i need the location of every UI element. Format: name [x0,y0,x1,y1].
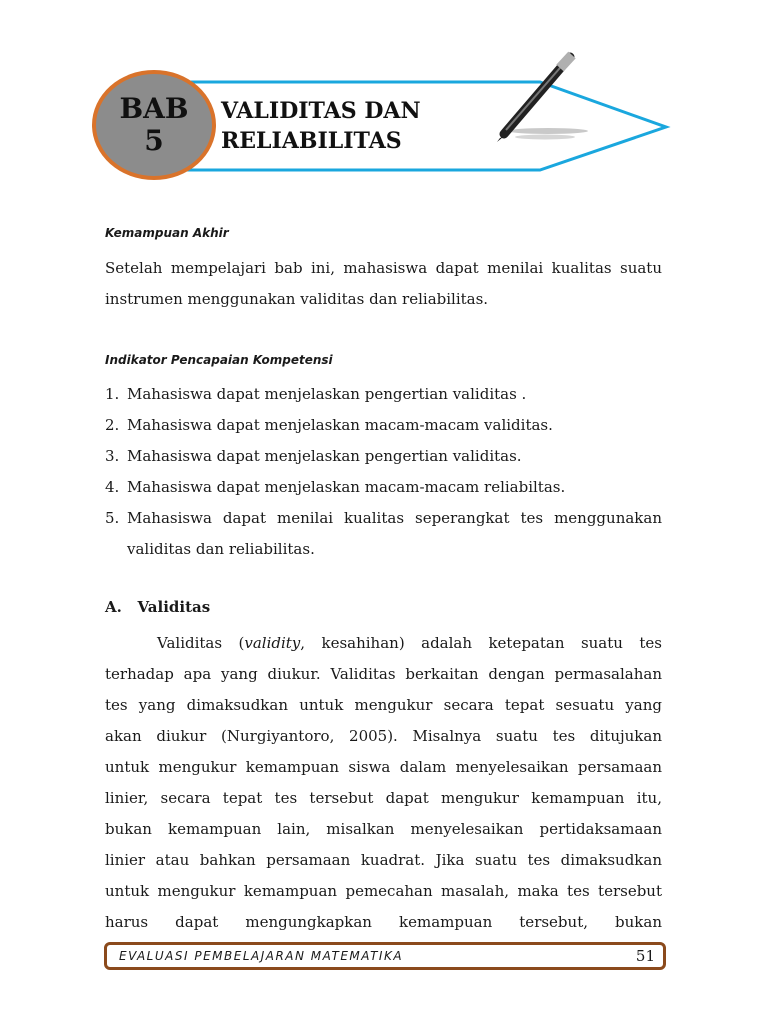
section-a-line: bukan kemampuan lain, misalkan menyelesaikan pertidaksamaan [105,820,662,838]
list-item-text: Mahasiswa dapat menilai kualitas seperangkat tes menggunakan validitas dan reliabilitas. [127,509,662,558]
section-a-line: harus dapat mengungkapkan kemampuan tersebut, bukan [105,913,662,931]
list-item [105,410,662,441]
page-number: 51 [635,947,655,965]
section-a-line: linier, secara tepat tes tersebut dapat mengukur kemampuan itu, [105,789,662,807]
list-item [105,472,662,503]
kemampuan-label-block [105,226,662,240]
list-item-number: 3. [105,447,120,465]
list-item-text: Mahasiswa dapat menjelaskan pengertian validitas. [127,447,522,465]
section-a-line-1 [105,628,662,659]
text-run-italic: validity [244,634,301,652]
section-a-line: untuk mengukur kemampuan pemecahan masalah, maka tes tersebut [105,882,662,900]
indikator-label-block [105,353,662,367]
list-item-text: Mahasiswa dapat menjelaskan macam-macam validitas. [127,416,553,434]
kemampuan-text [105,253,662,315]
section-a-line: untuk mengukur kemampuan siswa dalam menyelesaikan persamaan [105,758,662,776]
list-item [105,441,662,472]
section-a-line: linier atau bahkan persamaan kuadrat. Jika suatu tes dimaksudkan [105,851,662,869]
page-footer [104,942,666,970]
list-item-text: Mahasiswa dapat menjelaskan macam-macam reliabiltas. [127,478,566,496]
indikator-list [105,379,662,565]
indikator-label: Indikator Pencapaian Kompetensi [105,353,333,367]
indikator-list-block [105,379,662,565]
list-item-number: 1. [105,385,120,403]
section-heading: A. Validitas [105,598,211,616]
kemampuan-line-1: Setelah mempelajari bab ini, mahasiswa dapat menilai kualitas suatu [105,259,662,277]
list-item [105,503,662,565]
list-item [105,379,662,410]
badge-label: BAB [119,92,189,125]
badge-number: 5 [144,124,164,157]
list-item-number: 2. [105,416,120,434]
text-run: , kesahihan) adalah ketepatan suatu tes [300,634,662,652]
section-a-line: tes yang dimaksudkan untuk mengukur secara tepat sesuatu yang [105,696,662,714]
footer-title: EVALUASI PEMBELAJARAN MATEMATIKA [119,949,404,963]
list-item-number: 5. [105,509,120,527]
list-item-number: 4. [105,478,120,496]
kemampuan-line-2: instrumen menggunakan validitas dan reliabilitas. [105,290,489,308]
section-a-heading-block [105,598,662,616]
chapter-badge [92,70,216,180]
text-run: Validitas ( [157,634,245,652]
chapter-title-line2: RELIABILITAS [221,128,402,154]
list-item-text: Mahasiswa dapat menjelaskan pengertian validitas . [127,385,527,403]
chapter-title [221,96,421,156]
section-a-body [105,628,662,938]
section-a-line: akan diukur (Nurgiyantoro, 2005). Misalnya suatu tes ditujukan [105,727,662,745]
kemampuan-label: Kemampuan Akhir [105,226,229,240]
chapter-title-line1: VALIDITAS DAN [221,98,421,124]
section-a-line: terhadap apa yang diukur. Validitas berkaitan dengan permasalahan [105,665,662,683]
